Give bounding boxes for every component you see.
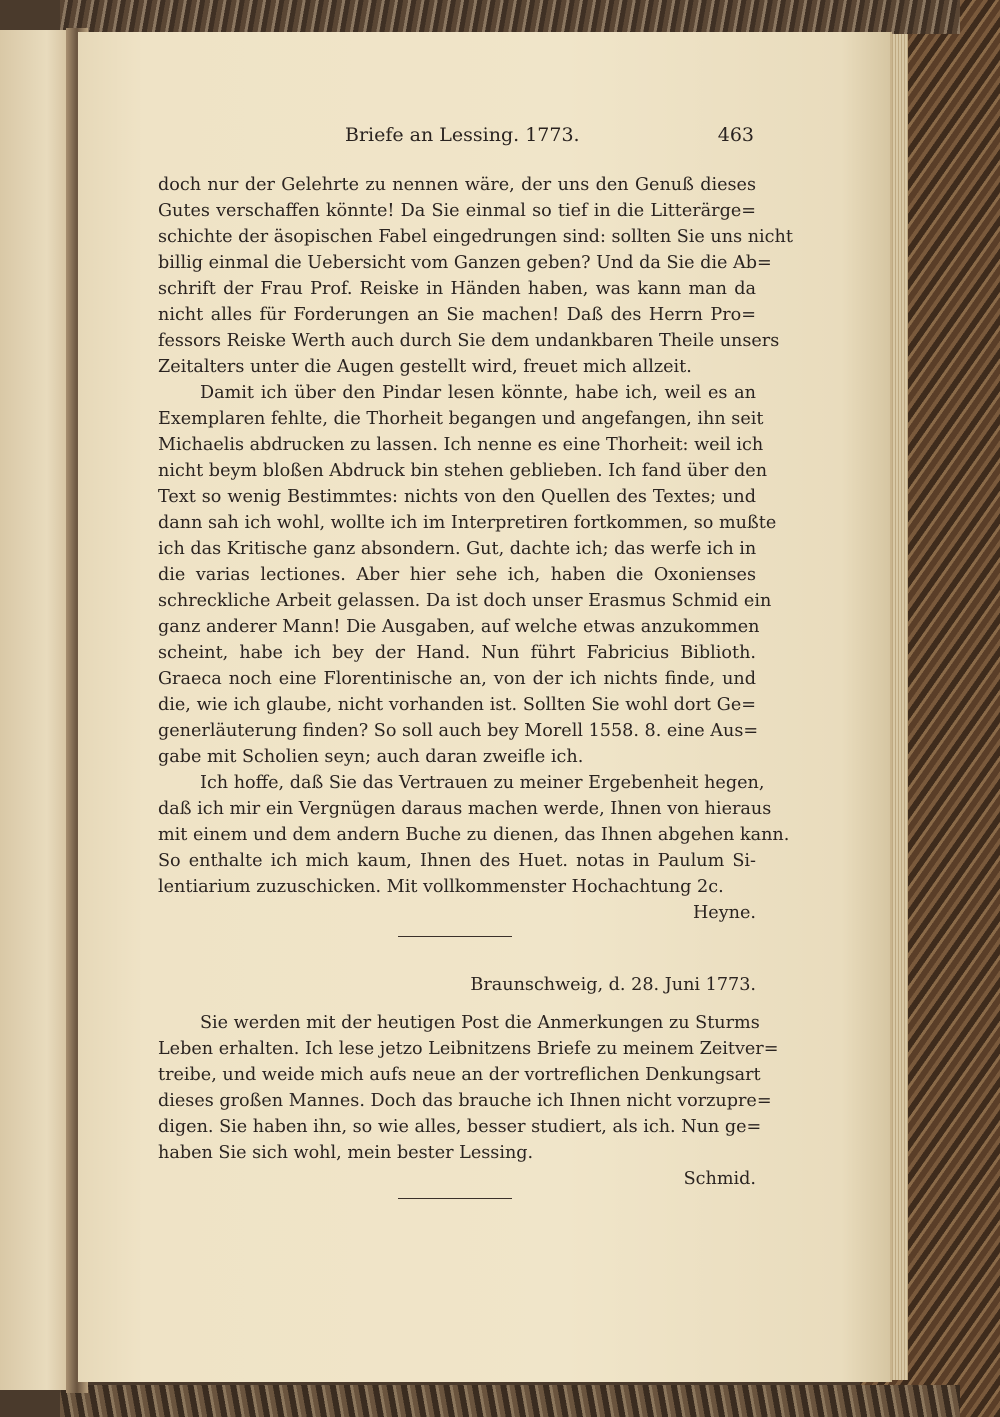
text-line: gabe mit Scholien seyn; auch daran zweifle ich. (158, 747, 584, 767)
text-line: dann sah ich wohl, wollte ich im Interpretiren fortkommen, so mußte (158, 513, 777, 533)
text-line: daß ich mir ein Vergnügen daraus machen werde, Ihnen von hieraus (158, 799, 772, 819)
signature-schmid: Schmid. (683, 1169, 756, 1189)
text-line: Text so wenig Bestimmtes: nichts von den Quellen des Textes; und (158, 487, 756, 507)
text-line: Michaelis abdrucken zu lassen. Ich nenne es eine Thorheit: weil ich (158, 435, 764, 455)
text-line: die, wie ich glaube, nicht vorhanden ist. Sollten Sie wohl dort Ge= (158, 695, 756, 715)
text-line: schrift der Frau Prof. Reiske in Händen haben, was kann man da (158, 279, 756, 299)
text-line: ich das Kritische ganz absondern. Gut, dachte ich; das werfe ich in (158, 539, 757, 559)
text-line: Graeca noch eine Florentinische an, von der ich nichts finde, und (158, 669, 756, 689)
text-line: billig einmal die Uebersicht vom Ganzen geben? Und da Sie die Ab= (158, 253, 772, 273)
running-head: Briefe an Lessing. 1773. (345, 124, 580, 146)
text-line: Leben erhalten. Ich lese jetzo Leibnitzens Briefe zu meinem Zeitver= (158, 1039, 779, 1059)
text-line: Exemplaren fehlte, die Thorheit begangen und angefangen, ihn seit (158, 409, 764, 429)
section-divider (398, 1198, 512, 1199)
text-line: nicht alles für Forderungen an Sie machen! Daß des Herrn Pro= (158, 305, 756, 325)
text-line: schreckliche Arbeit gelassen. Da ist doch unser Erasmus Schmid ein (158, 591, 772, 611)
text-line: fessors Reiske Werth auch durch Sie dem undankbaren Theile unsers (158, 331, 780, 351)
text-line: Zeitalters unter die Augen gestellt wird, freuet mich allzeit. (158, 357, 692, 377)
text-line: haben Sie sich wohl, mein bester Lessing. (158, 1143, 534, 1163)
text-line: die varias lectiones. Aber hier sehe ich, haben die Oxonienses (158, 565, 756, 585)
text-line: Sie werden mit der heutigen Post die Anmerkungen zu Sturms (200, 1013, 760, 1033)
dateline: Braunschweig, d. 28. Juni 1773. (470, 975, 756, 995)
text-line: Ich hoffe, daß Sie das Vertrauen zu meiner Ergebenheit hegen, (200, 773, 765, 793)
text-line: dieses großen Mannes. Doch das brauche ich Ihnen nicht vorzupre= (158, 1091, 772, 1111)
signature-heyne: Heyne. (692, 903, 756, 923)
section-divider (398, 936, 512, 937)
book-cover-top (60, 0, 960, 34)
book-cover-bottom (60, 1385, 960, 1417)
text-line: scheint, habe ich bey der Hand. Nun führt Fabricius Biblioth. (158, 643, 756, 663)
text-line: schichte der äsopischen Fabel eingedrungen sind: sollten Sie uns nicht (158, 227, 793, 247)
text-line: lentiarium zuzuschicken. Mit vollkommenster Hochachtung 2c. (158, 877, 724, 897)
text-line: So enthalte ich mich kaum, Ihnen des Huet. notas in Paulum Si- (158, 851, 756, 871)
text-line: treibe, und weide mich aufs neue an der vortreflichen Denkungsart (158, 1065, 761, 1085)
text-line: digen. Sie haben ihn, so wie alles, besser studiert, als ich. Nun ge= (158, 1117, 762, 1137)
text-line: mit einem und dem andern Buche zu dienen, das Ihnen abgehen kann. (158, 825, 790, 845)
text-line: ganz anderer Mann! Die Ausgaben, auf welche etwas anzukommen (158, 617, 760, 637)
page-number: 463 (717, 124, 754, 146)
text-line: nicht beym bloßen Abdruck bin stehen geblieben. Ich fand über den (158, 461, 768, 481)
page-header (160, 124, 754, 154)
text-line: Damit ich über den Pindar lesen könnte, habe ich, weil es an (200, 383, 756, 403)
text-line: doch nur der Gelehrte zu nennen wäre, der uns den Genuß dieses (158, 175, 756, 195)
text-line: generläuterung finden? So soll auch bey Morell 1558. 8. eine Aus= (158, 721, 759, 741)
text-line: Gutes verschaffen könnte! Da Sie einmal so tief in die Litterärge= (158, 201, 756, 221)
